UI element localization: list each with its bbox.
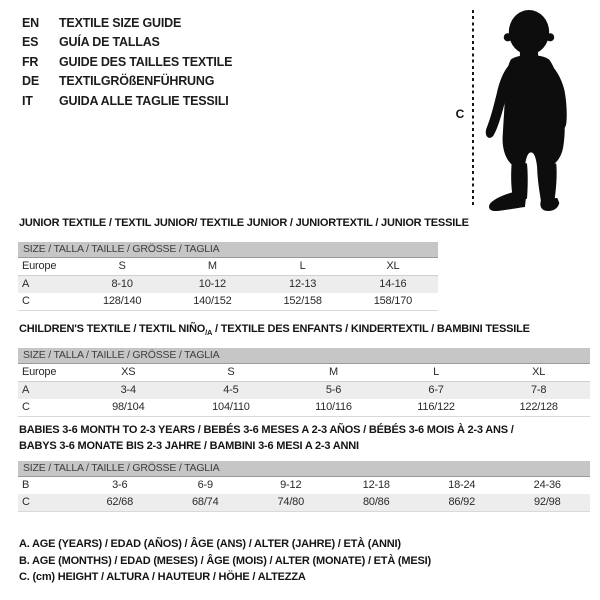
section-title-babies: [19, 423, 514, 454]
size-cell: 9-12: [280, 479, 302, 491]
size-cell: 98/104: [112, 401, 145, 413]
section-title-children-sub: /A: [205, 327, 213, 337]
language-label: GUIDE DES TAILLES TEXTILE: [59, 54, 233, 69]
row-label: A: [22, 384, 30, 396]
children-size-table: [18, 348, 590, 417]
row-label: Europe: [22, 366, 57, 378]
table-row: [18, 258, 438, 276]
size-cell: XS: [121, 366, 136, 378]
size-cell: 68/74: [191, 496, 219, 508]
size-cell: 4-5: [223, 384, 239, 396]
size-cell: 12-18: [362, 479, 390, 491]
section-title-children-post: / TEXTILE DES ENFANTS / KINDERTEXTIL / BAMBINI TESSILE: [212, 323, 530, 335]
size-cell: 62/68: [106, 496, 134, 508]
babies-size-table: [18, 461, 590, 512]
language-label: TEXTILGRÖßENFÜHRUNG: [59, 74, 215, 89]
language-row: [22, 13, 232, 33]
note-line: B. AGE (MONTHS) / EDAD (MESES) / ÂGE (MOIS) / ALTER (MONATE) / ETÀ (MESI): [19, 554, 431, 567]
row-label: C: [22, 496, 30, 508]
section-title-children-pre: CHILDREN'S TEXTILE / TEXTIL NIÑO: [19, 323, 206, 335]
language-code: IT: [22, 93, 33, 108]
size-cell: 24-36: [533, 479, 561, 491]
language-list: [22, 13, 232, 111]
table-row: [18, 477, 590, 494]
size-cell: L: [433, 366, 440, 378]
language-row: [22, 91, 232, 111]
table-row: [18, 364, 590, 382]
size-cell: 80/86: [362, 496, 390, 508]
size-cell: S: [227, 366, 235, 378]
table-header-bar: SIZE / TALLA / TAILLE / GRÖSSE / TAGLIA: [18, 242, 438, 258]
height-label: C: [455, 107, 465, 121]
size-cell: 104/110: [212, 401, 250, 413]
size-cell: 6-7: [428, 384, 444, 396]
section-title-junior: JUNIOR TEXTILE / TEXTIL JUNIOR/ TEXTILE JUNIOR / JUNIORTEXTIL / JUNIOR TESSILE: [19, 217, 469, 229]
table-header-bar: SIZE / TALLA / TAILLE / GRÖSSE / TAGLIA: [18, 348, 590, 364]
row-label: C: [22, 401, 30, 413]
table-header-bar: SIZE / TALLA / TAILLE / GRÖSSE / TAGLIA: [18, 461, 590, 477]
size-cell: 158/170: [373, 295, 413, 307]
size-cell: 74/80: [277, 496, 305, 508]
row-label: B: [22, 479, 30, 491]
language-code: FR: [22, 54, 39, 69]
size-cell: 12-13: [289, 278, 317, 290]
row-label: C: [22, 295, 30, 307]
size-cell: 5-6: [325, 384, 342, 396]
size-cell: 122/128: [519, 401, 558, 413]
size-cell: 7-8: [531, 384, 547, 396]
size-cell: XL: [532, 366, 546, 378]
size-cell: 116/122: [417, 401, 455, 413]
table-row: [18, 382, 590, 399]
size-cell: 6-9: [197, 479, 213, 491]
size-cell: 8-10: [111, 278, 133, 290]
size-cell: 92/98: [533, 496, 561, 508]
size-cell: 110/116: [315, 401, 352, 413]
row-label: A: [22, 278, 30, 290]
size-cell: 86/92: [448, 496, 476, 508]
size-cell: M: [329, 366, 338, 378]
size-cell: 10-12: [198, 278, 226, 290]
table-row: [18, 293, 438, 310]
size-cell: 14-16: [379, 278, 407, 290]
table-row: [18, 494, 590, 511]
size-cell: M: [207, 260, 217, 272]
size-cell: 18-24: [448, 479, 476, 491]
size-cell: L: [299, 260, 306, 272]
language-label: TEXTILE SIZE GUIDE: [59, 15, 182, 30]
section-title-children: [19, 322, 530, 338]
note-line: A. AGE (YEARS) / EDAD (AÑOS) / ÂGE (ANS) / ALTER (JAHRE) / ETÀ (ANNI): [19, 538, 401, 550]
language-row: [22, 52, 232, 72]
baby-silhouette-icon: [479, 9, 583, 211]
size-cell: 140/152: [193, 295, 232, 307]
section-title-babies-line2: BABYS 3-6 MONATE BIS 2-3 JAHRE / BAMBINI 3-6 MESI A 2-3 ANNI: [19, 439, 359, 452]
size-cell: S: [118, 260, 126, 272]
language-code: ES: [22, 35, 39, 50]
size-cell: 152/158: [283, 295, 322, 307]
junior-size-table: [18, 242, 438, 311]
note-line: C. (cm) HEIGHT / ALTURA / HAUTEUR / HÖHE / ALTEZZA: [19, 571, 306, 583]
table-row: [18, 399, 590, 416]
legend-notes: [19, 536, 431, 586]
size-cell: 3-6: [112, 479, 128, 491]
language-row: [22, 33, 232, 53]
language-code: DE: [22, 74, 39, 89]
size-cell: 128/140: [102, 295, 142, 307]
height-dotted-line: [472, 10, 474, 208]
size-cell: 3-4: [120, 384, 136, 396]
table-row: [18, 276, 438, 293]
language-code: EN: [22, 15, 39, 30]
section-title-babies-line1: BABIES 3-6 MONTH TO 2-3 YEARS / BEBÉS 3-6 MESES A 2-3 AÑOS / BÉBÉS 3-6 MOIS À 2-3 ANS /: [19, 424, 514, 436]
row-label: Europe: [22, 260, 57, 272]
language-label: GUIDA ALLE TAGLIE TESSILI: [59, 93, 229, 108]
size-cell: XL: [386, 260, 400, 272]
language-label: GUÍA DE TALLAS: [59, 35, 160, 50]
language-row: [22, 72, 232, 92]
